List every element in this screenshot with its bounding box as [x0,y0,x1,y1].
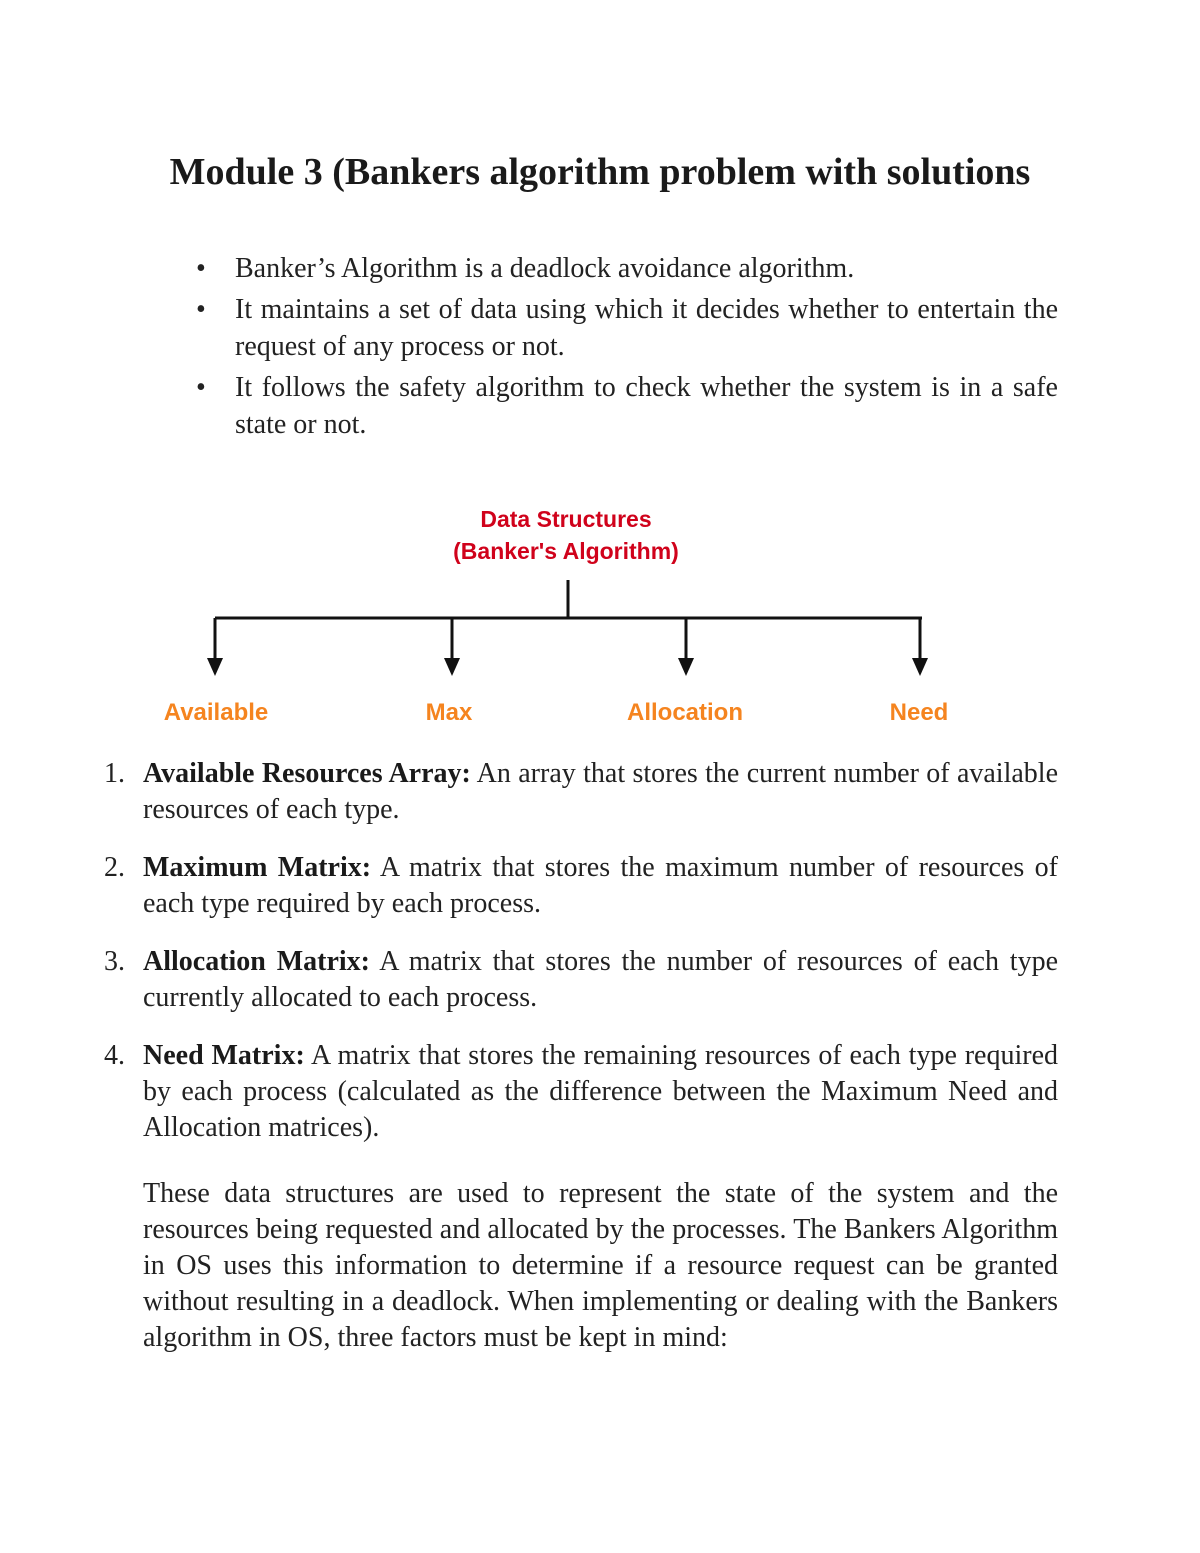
bullet-item [196,291,1058,365]
diagram-node-need: Need [889,699,949,726]
list-term: Allocation Matrix: [143,946,370,977]
bullet-marker: • [196,294,206,325]
list-description: A matrix that stores the number of resources of each type currently allocated to each process. [143,946,1058,1013]
list-item [100,1038,1058,1146]
arrow-down-icon [444,658,460,676]
arrow-down-icon [678,658,694,676]
list-description: A matrix that stores the remaining resources of each type required by each process (calculated as the difference between the Maximum Need and Allocation matrices). [143,1040,1058,1143]
arrow-down-icon [912,658,928,676]
bullet-text: It maintains a set of data using which it decides whether to entertain the request of any process or not. [235,294,1058,362]
arrow-down-icon [207,658,223,676]
list-number: 4. [104,1040,125,1071]
list-term: Available Resources Array: [143,758,471,789]
list-term: Maximum Matrix: [143,852,372,883]
list-item [100,756,1058,828]
list-number: 2. [104,852,125,883]
data-structures-diagram [0,490,1200,750]
data-structures-list [100,756,1058,1168]
list-item [100,850,1058,922]
bullet-text: It follows the safety algorithm to check whether the system is in a safe state or not. [235,372,1058,440]
list-term: Need Matrix: [143,1040,305,1071]
bullet-item [196,369,1058,443]
diagram-branch-need [912,618,928,676]
list-number: 1. [104,758,125,789]
diagram-node-allocation: Allocation [626,699,744,726]
summary-paragraph: These data structures are used to represent the state of the system and the resources being requested and allocated by the processes. The Bankers Algorithm in OS uses this information to determine if a resource request can be granted without resulting in a deadlock. When implementing or dealing with the Bankers algorithm in OS, three factors must be kept in mind: [143,1178,1058,1353]
diagram-branch-allocation [678,618,694,676]
diagram-root-subtitle: (Banker's Algorithm) [453,538,679,564]
bullet-item [196,250,1058,287]
bullet-marker: • [196,372,206,403]
list-description: A matrix that stores the maximum number of resources of each type required by each process. [143,852,1059,919]
page-title: Module 3 (Bankers algorithm problem with solutions [169,151,1031,193]
list-item [100,944,1058,1016]
diagram-node-available: Available [163,699,269,726]
diagram-node-max: Max [425,699,473,726]
bullet-marker: • [196,253,206,284]
list-description: An array that stores the current number of available resources of each type. [143,758,1058,825]
intro-bullet-list [196,250,1058,447]
list-number: 3. [104,946,125,977]
diagram-root-title: Data Structures [480,506,652,532]
diagram-branch-max [444,618,460,676]
diagram-branch-available [207,618,223,676]
bullet-text: Banker’s Algorithm is a deadlock avoidance algorithm. [235,253,855,284]
